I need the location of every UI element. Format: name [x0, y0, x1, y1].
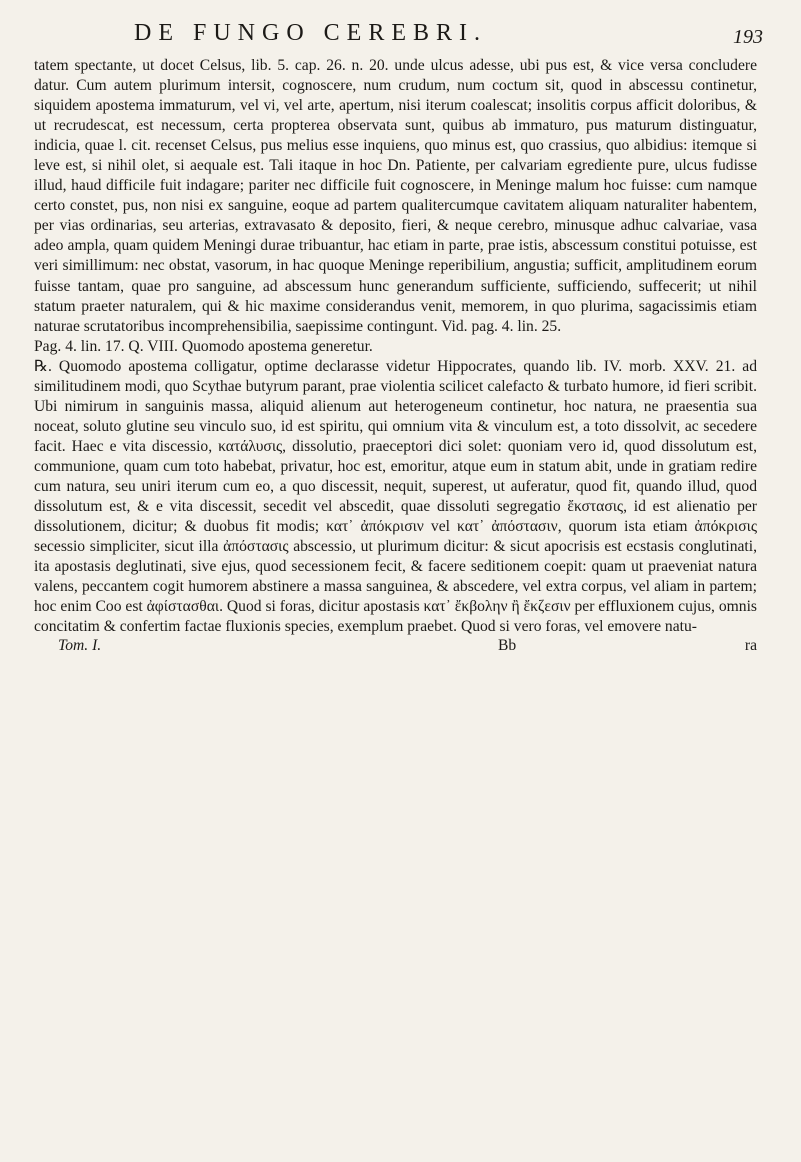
- paragraph-1: tatem spectante, ut docet Celsus, lib. 5. cap. 26. n. 20. unde ulcus adesse, ubi pus est, & vice versa concludere datur. Cum autem plurimum intersit, cognoscere, num crudum, num coctum sit, quod in abscessu continetur, siquidem apostema immaturum, vel vi, vel arte, apertum, nisi iterum coalescat; insolitis corpus afficit doloribus, & ut recrudescat, est necessum, certa propterea observata sunt, quibus ab immaturo, pus maturum distinguatur, indicia, quae l. cit. recenset Celsus, pus melius esse inquiens, quo minus est, quo crassius, quo albidius: itemque si leve est, si nihil olet, si aequale est. Tali itaque in hoc Dn. Patiente, per calvariam egrediente pure, ulcus fudisse illud, haud difficile fuit indagare; pariter nec difficile fuit cognoscere, in Meninge malum hoc fuisse: cum namque certo constet, pus, non nisi ex sanguine, eoque ad partem qualitercumque cavitatem aliquam naturaliter habentem, per vias ordinarias, seu arterias, extravasato & deposito, fieri, & neque cerebro, minusque adhuc calvariae, vasa adeo ampla, quam quidem Meningi durae tribuantur, hac etiam in parte, prae istis, abscessum constitui potuisse, est veri simillimum: nec obstat, vasorum, in hac quoque Meninge reperibilium, angustia; sufficit, amplitudinem eorum fuisse tantam, quae pro sanguine, ad abscessum hunc generandum sufficiente, sufficiendo, suffecerit; ut nihil statum praeter naturalem, qui & hic maxime considerandus venit, memorem, in quo plurima, sagacissimis etiam naturae scrutatoribus incomprehensibilia, saepissime contingunt. Vid. pag. 4. lin. 25.: [34, 57, 757, 335]
- signature-mark: Bb: [498, 637, 517, 655]
- running-head: DE FUNGO CEREBRI.: [134, 20, 488, 46]
- catchword: ra: [744, 637, 757, 655]
- volume-mark: Tom. I.: [58, 637, 102, 655]
- paragraph-2: ℞. Quomodo apostema colligatur, optime declarasse videtur Hippocrates, quando lib. IV. morb. XXV. 21. ad similitudinem modi, quo Scythae butyrum parant, prae violentia scilicet calefacto & turbato humore, id fieri scribit. Ubi nimirum in sanguinis massa, aliquid alienum aut heterogeneum continetur, hoc natura, ne praesentia sua noceat, soluto glutine seu vinculo suo, id est spiritu, qui omnium vita & vinculum est, a toto dissolvit, ac secedere facit. Haec e vita discessio, κατάλυσις, dissolutio, praeceptori dici solet: quoniam vero id, quod dissolutum est, communione, quam cum toto habebat, privatur, hoc est, emoritur, atque eum in statum abit, unde in gratiam redire cum natura, seu uniri iterum cum eo, a quo discessit, nequit, superest, ut auferatur, quod fit, quando illud, quod dissolutum est, & e vita discessit, secedit vel abscedit, quae dissoluti segregatio ἔκστασις, id est alienatio per dissolutionem, dicitur; & duobus fit modis; κατ᾽ ἀπόκρισιν vel κατ᾽ ἀπόστασιν, quorum ista etiam ἀπόκρισις secessio simpliciter, sicut illa ἀπόστασις abscessio, ut plurimum dicitur: & sicut apocrisis est ecstasis conglutinati, ita apostasis deglutinati, sive ejus, quod secessionem fecit, & facere seditionem coepit: quam ut praeveniat natura valens, peccantem cogit humorem abstinere a massa sanguinea, & abscedere, vel extra corpus, vel aliam in partem; hoc enim Coo est ἀφίστασθαι. Quod si foras, dicitur apostasis κατ᾽ ἔκβολην ἢ ἔκζεσιν per effluxionem cujus, omnis concitatim & confertim factae fluxionis species, exemplum praebet. Quod si vero foras, vel emovere natu-: [34, 357, 757, 636]
- page-header: [34, 14, 763, 56]
- section-heading: Pag. 4. lin. 17. Q. VIII. Quomodo apostema generetur.: [34, 337, 373, 355]
- page-number: 193: [733, 26, 763, 48]
- body-text: [34, 56, 757, 637]
- page-footer: [34, 637, 757, 661]
